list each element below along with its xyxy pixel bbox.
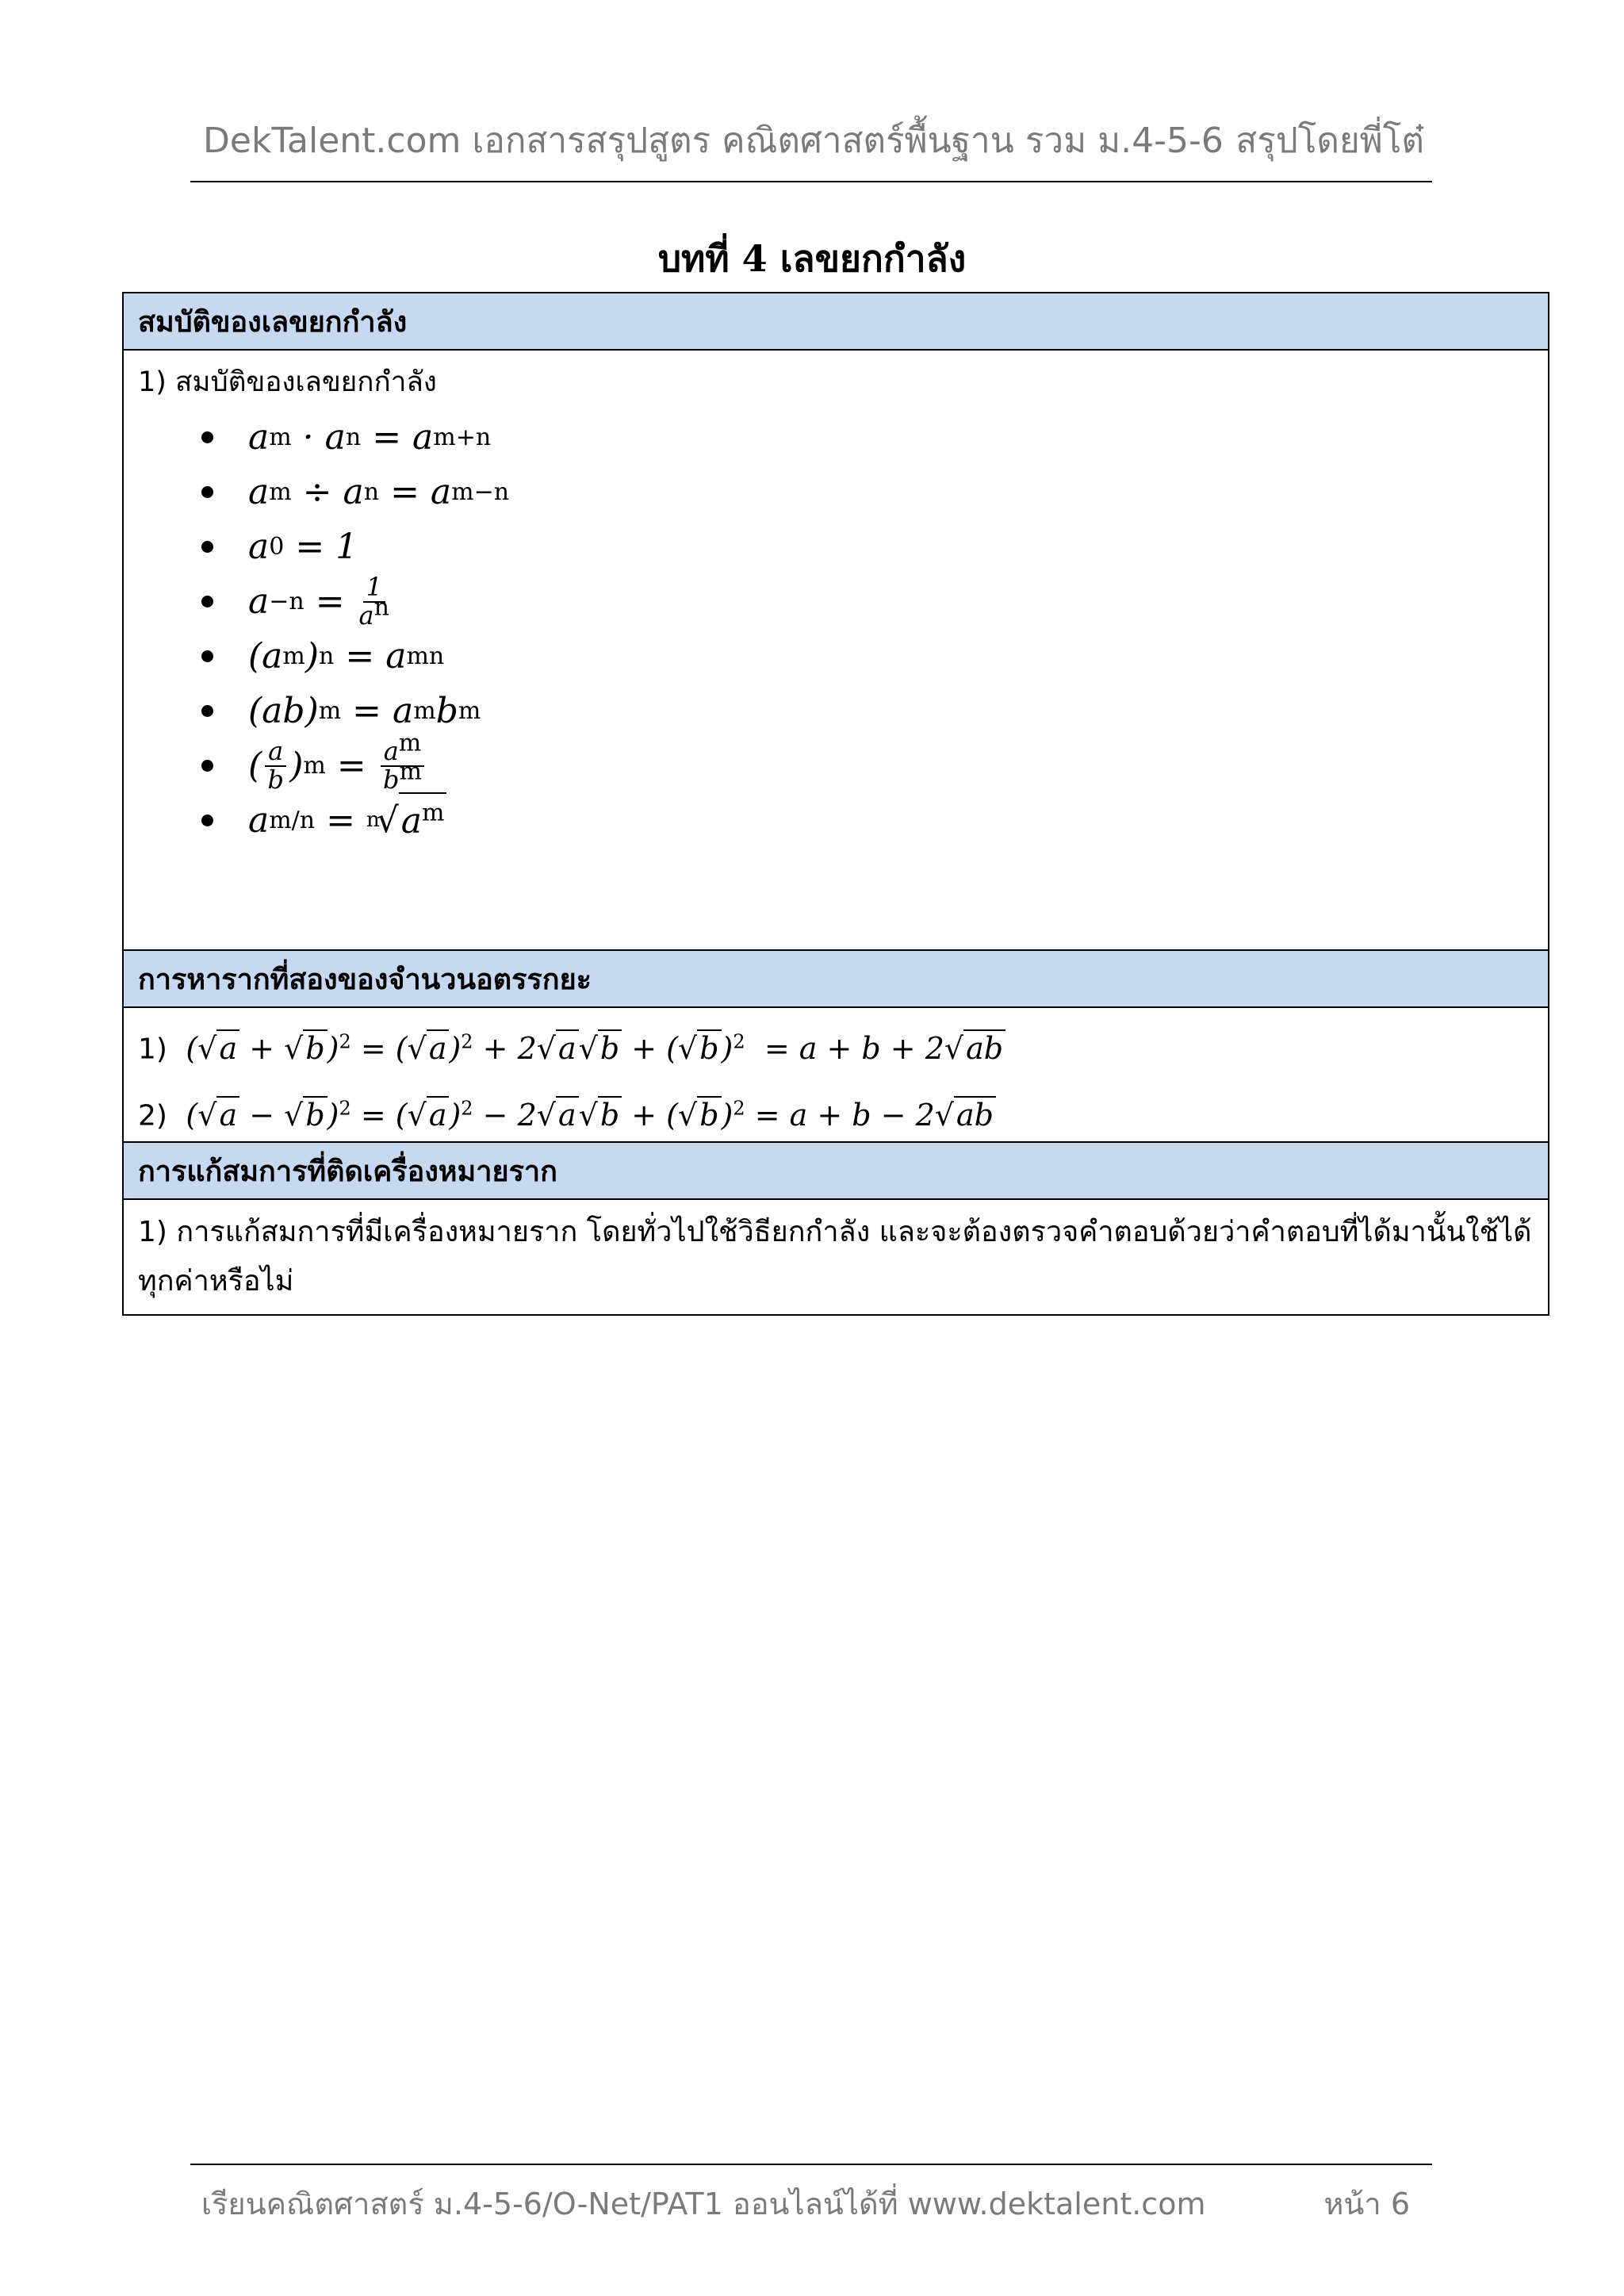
rule-zero-exponent: a 0 = 1 — [201, 519, 1534, 574]
rule-product: a m · a n = a m+n — [201, 410, 1534, 465]
footer-website-text: เรียนคณิตศาสตร์ ม.4-5-6/O-Net/PAT1 ออนไลน์ได้ที่ www.dektalent.com — [201, 2187, 1206, 2221]
bullet-icon — [201, 541, 213, 553]
content-table — [122, 292, 1549, 1316]
section-body-row — [123, 1199, 1549, 1315]
page-header — [190, 109, 1432, 182]
rule-power-of-quotient: ( $\frac{a}{b}$ ) m = $\frac{am}{bm}$ — [201, 738, 1534, 793]
section-heading-properties: สมบัติของเลขยกกำลัง — [123, 293, 1549, 350]
bullet-icon — [201, 486, 213, 498]
page-number: หน้า 6 — [1323, 2187, 1410, 2221]
fraction: $\frac{1}{an}$ — [358, 571, 389, 631]
header-site-title: DekTalent.com เอกสารสรุปสูตร คณิตศาสตร์พื้นฐาน รวม ม.4-5-6 — [203, 121, 1224, 161]
exponent-rules-list — [138, 410, 1534, 848]
section-heading-row — [123, 1142, 1549, 1199]
rule-quotient: a m ÷ a n = a m−n — [201, 465, 1534, 519]
page-footer — [190, 2164, 1432, 2221]
bullet-icon — [201, 431, 213, 443]
sqrt-difference-formula: $(√a - √b)^2 = (√a)^2 - 2√a√b + (√b)^2 = a + b - 2√ab$ — [186, 1098, 996, 1133]
rule-power-of-power: (a m ) n = a mn — [201, 629, 1534, 684]
header-author: สรุปโดยพี่โต๋ — [1235, 121, 1424, 161]
bullet-icon — [201, 760, 213, 772]
sqrt-identity-sum: 1) $(√a + √b)^2 = (√a)^2 + 2√a√b + (√b)^2 = a + b + 2√ab$ — [138, 1008, 1534, 1075]
properties-sub-label: 1) สมบัติของเลขยกกำลัง — [138, 366, 437, 398]
section-heading-radical-equations: การแก้สมการที่ติดเครื่องหมายราก — [123, 1142, 1549, 1199]
section-heading-square-root: การหารากที่สองของจำนวนอตรรกยะ — [123, 950, 1549, 1007]
fraction: $\frac{am}{bm}$ — [381, 738, 425, 793]
section-heading-row — [123, 950, 1549, 1007]
chapter-title: บทที่ 4 เลขยกกำลัง — [657, 237, 967, 280]
bullet-icon — [201, 815, 213, 826]
bullet-icon — [201, 596, 213, 608]
bullet-icon — [201, 705, 213, 717]
section-body-row — [123, 1007, 1549, 1142]
properties-cell — [123, 350, 1549, 950]
bullet-icon — [201, 650, 213, 662]
rule-power-of-product: (ab) m = a m b m — [201, 684, 1534, 738]
square-root-cell — [123, 1007, 1549, 1142]
fraction: $\frac{a}{b}$ — [265, 738, 286, 793]
section-body-row — [123, 350, 1549, 950]
section-heading-row — [123, 293, 1549, 350]
radical-equations-text: 1) การแก้สมการที่มีเครื่องหมายราก โดยทั่วไปใช้วิธียกกำลัง และจะต้องตรวจคำตอบด้วยว่าคำตอบที่ได้มานั้นใช้ได้ทุกค่าหรือไม่ — [123, 1199, 1549, 1315]
rule-negative-exponent: a −n = $\frac{1}{an}$ — [201, 574, 1534, 629]
sqrt-identity-difference: 2) $(√a - √b)^2 = (√a)^2 - 2√a√b + (√b)^2 = a + b - 2√ab$ — [138, 1075, 1534, 1141]
sqrt-sum-formula: $(√a + √b)^2 = (√a)^2 + 2√a√b + (√b)^2 = a + b + 2√ab$ — [186, 1031, 1005, 1066]
rule-rational-exponent: a m/n = n √ $a^m$ — [201, 793, 1534, 848]
